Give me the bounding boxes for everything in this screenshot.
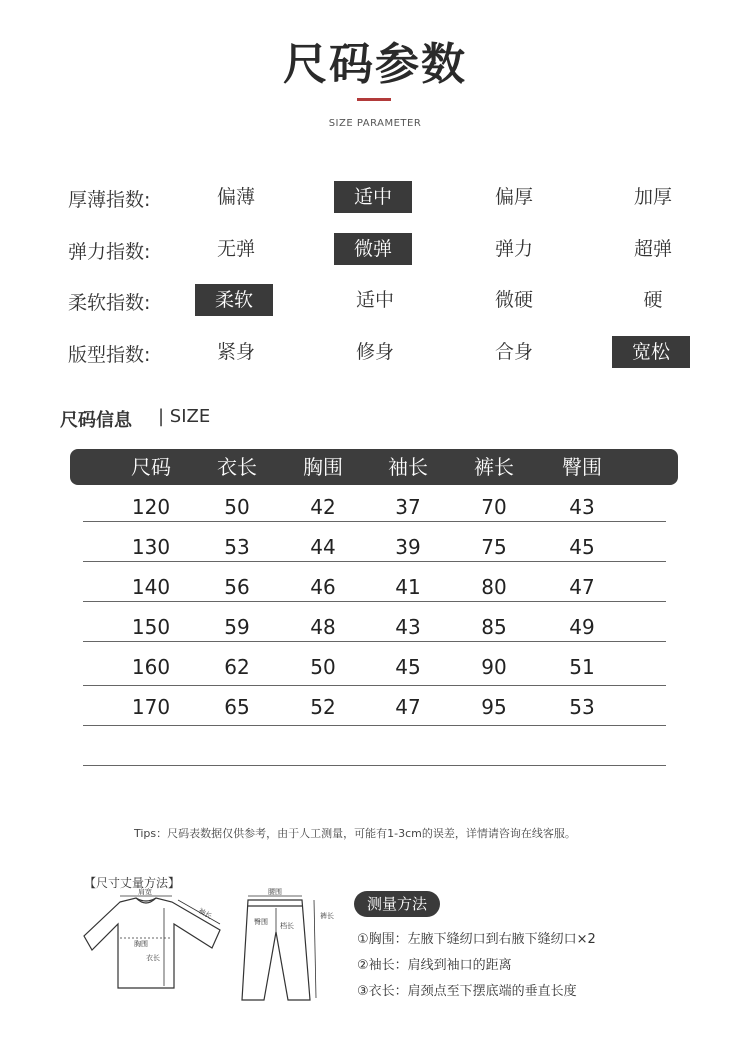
page-title: 尺码参数 <box>283 39 467 90</box>
table-cell: 42 <box>310 495 336 519</box>
measure-method-label: 【尺寸丈量方法】 <box>84 876 181 890</box>
index-label: 版型指数: <box>68 344 151 366</box>
index-option: 微硬 <box>494 289 533 311</box>
waist-label: 腰围 <box>268 888 282 896</box>
measure-method-item: ③衣长：肩颈点至下摆底端的垂直长度 <box>357 984 577 999</box>
index-option-selected: 宽松 <box>612 336 690 368</box>
index-label: 弹力指数: <box>68 241 151 263</box>
table-cell: 44 <box>310 535 336 559</box>
table-row-divider <box>83 521 666 522</box>
table-cell: 47 <box>569 575 595 599</box>
index-option: 合身 <box>494 341 533 363</box>
sleeve-label: 袖长 <box>197 906 214 921</box>
table-header-cell: 胸围 <box>303 455 343 479</box>
index-label: 柔软指数: <box>68 292 151 314</box>
table-cell: 56 <box>224 575 250 599</box>
table-cell: 53 <box>224 535 250 559</box>
title-underline <box>357 98 391 101</box>
index-option-selected: 适中 <box>334 181 412 213</box>
table-cell: 160 <box>131 655 171 679</box>
chest-label: 胸围 <box>134 940 148 948</box>
table-cell: 130 <box>131 535 171 559</box>
size-section-title: 尺码信息 <box>60 410 132 431</box>
measure-method-tag: 测量方法 <box>354 891 440 917</box>
measure-method-item: ①胸围：左腋下缝纫口到右腋下缝纫口×2 <box>357 932 596 947</box>
table-cell: 45 <box>569 535 595 559</box>
table-cell: 39 <box>395 535 421 559</box>
table-cell: 43 <box>395 615 421 639</box>
table-cell: 140 <box>131 575 171 599</box>
hip-label: 臀围 <box>254 918 268 926</box>
tips-text: Tips：尺码表数据仅供参考，由于人工测量，可能有1-3cm的误差，详情请咨询在线客服。 <box>134 827 576 840</box>
pants-length-label: 裤长 <box>320 912 334 920</box>
table-row-divider <box>83 685 666 686</box>
table-cell: 150 <box>131 615 171 639</box>
index-option: 硬 <box>643 289 663 311</box>
table-header-cell: 裤长 <box>474 455 514 479</box>
index-option-selected: 柔软 <box>195 284 273 316</box>
table-cell: 53 <box>569 695 595 719</box>
table-cell: 45 <box>395 655 421 679</box>
table-row-divider <box>83 765 666 766</box>
table-cell: 59 <box>224 615 250 639</box>
index-option: 超弹 <box>633 238 672 260</box>
index-label: 厚薄指数: <box>68 189 151 211</box>
table-cell: 43 <box>569 495 595 519</box>
table-cell: 51 <box>569 655 595 679</box>
table-header-cell: 袖长 <box>388 455 428 479</box>
table-cell: 95 <box>481 695 507 719</box>
table-cell: 120 <box>131 495 171 519</box>
table-header-cell: 臀围 <box>562 455 602 479</box>
table-row-divider <box>83 641 666 642</box>
table-row-divider <box>83 725 666 726</box>
table-cell: 75 <box>481 535 507 559</box>
table-cell: 52 <box>310 695 336 719</box>
table-cell: 50 <box>224 495 250 519</box>
table-header-cell: 尺码 <box>131 455 171 479</box>
table-cell: 47 <box>395 695 421 719</box>
table-cell: 90 <box>481 655 507 679</box>
pants-diagram <box>242 896 316 1000</box>
index-option: 适中 <box>355 289 394 311</box>
index-option: 偏薄 <box>216 186 255 208</box>
measure-method-item: ②袖长：肩线到袖口的距离 <box>357 958 512 973</box>
measurement-diagram <box>80 888 340 1018</box>
shoulder-label: 肩宽 <box>138 888 152 896</box>
table-cell: 48 <box>310 615 336 639</box>
table-cell: 49 <box>569 615 595 639</box>
table-cell: 70 <box>481 495 507 519</box>
table-cell: 50 <box>310 655 336 679</box>
table-cell: 37 <box>395 495 421 519</box>
index-option: 无弹 <box>216 238 255 260</box>
size-section-subtitle: | SIZE <box>158 406 211 427</box>
table-row-divider <box>83 561 666 562</box>
table-header-cell: 衣长 <box>217 455 257 479</box>
index-option: 偏厚 <box>494 186 533 208</box>
table-cell: 80 <box>481 575 507 599</box>
rise-label: 档长 <box>280 922 294 930</box>
index-option: 加厚 <box>633 186 672 208</box>
length-label: 衣长 <box>146 954 160 962</box>
table-cell: 85 <box>481 615 507 639</box>
index-option-selected: 微弹 <box>334 233 412 265</box>
table-cell: 65 <box>224 695 250 719</box>
table-cell: 46 <box>310 575 336 599</box>
table-row-divider <box>83 601 666 602</box>
table-cell: 170 <box>131 695 171 719</box>
page-subtitle: SIZE PARAMETER <box>328 118 422 129</box>
table-cell: 62 <box>224 655 250 679</box>
index-option: 紧身 <box>216 341 255 363</box>
table-cell: 41 <box>395 575 421 599</box>
index-option: 修身 <box>355 341 394 363</box>
index-option: 弹力 <box>494 238 533 260</box>
